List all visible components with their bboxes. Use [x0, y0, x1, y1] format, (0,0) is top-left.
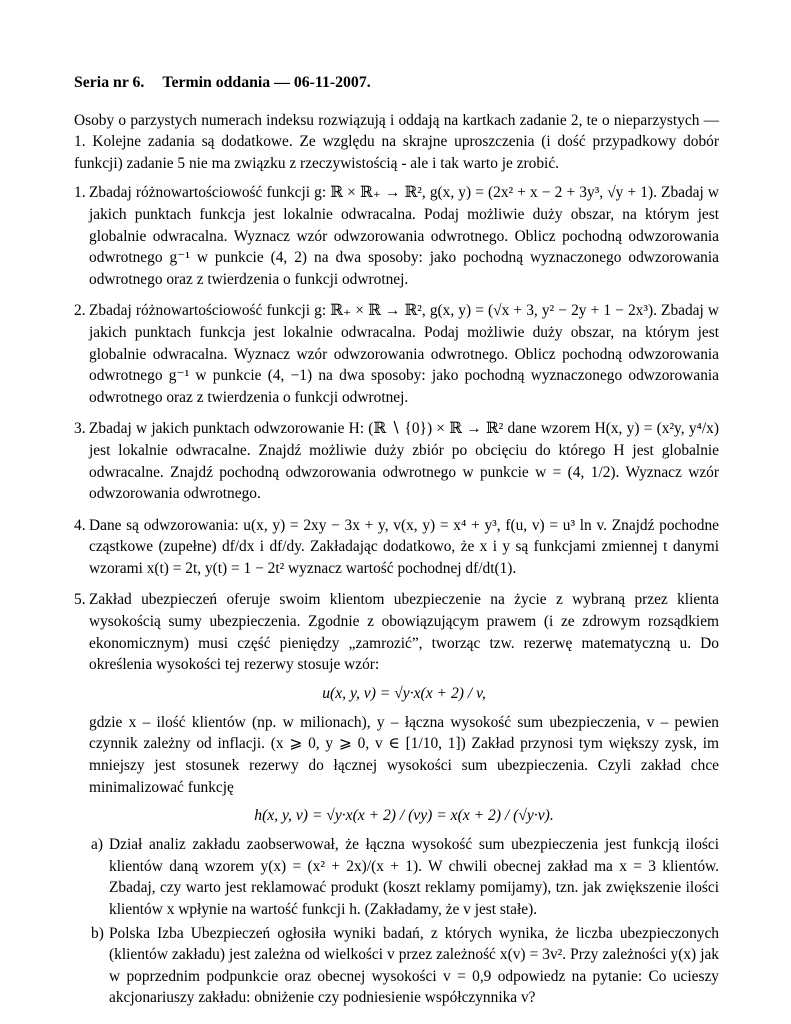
series-label: Seria nr 6. — [74, 74, 145, 91]
task-item — [74, 515, 719, 580]
task5-text-b: gdzie x – ilość klientów (np. w milionach), y – łączna wysokość sum ubezpieczenia, v – pewien czynnik zależny od inflacji. (x ⩾ 0, y ⩾ 0, v ∈ [1/10, 1]) Zakład przynosi tym większy zysk, im mniejszy jest stosunek rezerwy do łącznej wysokości sum ubezpieczenia. Czyli zakład chce minimalizować funkcję — [89, 713, 719, 796]
formula-u: u(x, y, v) = √y·x(x + 2) / v, — [322, 684, 486, 702]
task-text: Dane są odwzorowania: u(x, y) = 2xy − 3x + y, v(x, y) = x⁴ + y³, f(u, v) = u³ ln v. Znajdź pochodne cząstkowe (zupełne) df/dx i df/dy. Zakładając dodatkowo, że x i y są funkcjami zmiennej t danymi wzorami x(t) = 2t, y(t) = 1 − 2t² wyznacz wartość pochodnej df/dt(1). — [89, 516, 719, 577]
task-item — [74, 418, 719, 504]
task-text: Zbadaj różnowartościowość funkcji g: ℝ × ℝ₊ → ℝ², g(x, y) = (2x² + x − 2 + 3y³, √y + 1). Zbadaj w jakich punktach funkcja jest lokalnie odwracalna. Podaj możliwie duży obszar, na którym jest globalnie odwracalna. Wyznacz wzór odwzorowania odwrotnego. Oblicz pochodną odwzorowania odwrotnego g⁻¹ w punkcie (4, 2) na dwa sposoby: jako pochodną wyznaczonego odwzorowania odwrotnego oraz z twierdzenia o funkcji odwrotnej. — [89, 184, 719, 288]
task5-text-a: Zakład ubezpieczeń oferuje swoim klientom ubezpieczenie na życie z wybraną przez klienta wysokością sumy ubezpieczenia. Zgodnie z obowiązującym prawem (i ze zdrowym rozsądkiem ekonomicznym) musi część pieniędzy „zamrozić”, tworząc tzw. rezerwę matematyczną u. Do określenia wysokości tej rezerwy stosuje wzór: — [89, 591, 719, 674]
page-header — [74, 72, 719, 94]
task-number: 3. — [74, 420, 86, 438]
formula-h: h(x, y, v) = √y·x(x + 2) / (vy) = x(x + 2) / (√y·v). — [254, 807, 554, 825]
task-number: 5. — [74, 591, 86, 609]
task-item-5 — [74, 589, 719, 1009]
task-item — [74, 182, 719, 290]
task-text: Zbadaj w jakich punktach odwzorowanie H: (ℝ ∖ {0}) × ℝ → ℝ² dane wzorem H(x, y) = (x²y, y⁴/x) jest lokalnie odwracalne. Znajdź możliwie duży zbiór po obcięciu do którego H jest globalnie odwracalne. Znajdź pochodną odwzorowania odwrotnego w punkcie w = (4, 1/2). Wyznacz wzór odwzorowania odwrotnego. — [89, 420, 719, 503]
subtask-label: b) — [91, 924, 104, 942]
task-number: 1. — [74, 184, 86, 202]
task-item — [74, 300, 719, 408]
subtask-item — [89, 834, 719, 920]
document-page — [74, 72, 719, 1019]
deadline-label: Termin oddania — 06-11-2007. — [162, 74, 371, 91]
task-number: 2. — [74, 302, 86, 320]
task-number: 4. — [74, 516, 86, 534]
intro-paragraph: Osoby o parzystych numerach indeksu rozwiązują i oddają na kartkach zadanie 2, te o nieparzystych — 1. Kolejne zadania są dodatkowe. Ze względu na skrajne uproszczenia (i dość przypadkowy dobór funkcji) zadanie 5 nie ma związku z rzeczywistością - ale i tak warto je zrobić. — [74, 111, 719, 172]
subtask-item — [89, 923, 719, 1009]
subtask-text: Dział analiz zakładu zaobserwował, że łączna wysokość sum ubezpieczenia jest funkcją ilości klientów daną wzorem y(x) = (x² + 2x)/(x + 1). W chwili obecnej zakład ma x = 3 klientów. Zbadaj, czy warto jest reklamować produkt (koszt reklamy pomijamy), tzn. jak zwiększenie ilości klientów x wpłynie na wartość funkcji h. (Zakładamy, że v jest stałe). — [109, 836, 719, 918]
task-text: Zbadaj różnowartościowość funkcji g: ℝ₊ × ℝ → ℝ², g(x, y) = (√x + 3, y² − 2y + 1 − 2x³). Zbadaj w jakich punktach funkcja jest lokalnie odwracalna. Podaj możliwie duży obszar, na którym jest globalnie odwracalna. Wyznacz wzór odwzorowania odwrotnego. Oblicz pochodną odwzorowania odwrotnego g⁻¹ w punkcie (4, −1) na dwa sposoby: jako pochodną wyznaczonego odwzorowania odwrotnego oraz z twierdzenia o funkcji odwrotnej. — [89, 302, 719, 406]
task-list — [74, 182, 719, 1009]
subtask-text: Polska Izba Ubezpieczeń ogłosiła wyniki badań, z których wynika, że liczba ubezpieczonych (klientów zakładu) jest zależna od wielkości v przez zależność x(v) = 3v². Przy zależności y(x) jak w poprzednim podpunkcie oraz obecnej wysokości v = 0,9 odpowiedz na pytanie: Co ucieszy akcjonariuszy zakładu: obniżenie czy podniesienie współczynnika v? — [109, 924, 719, 1007]
subtask-list — [89, 834, 719, 1009]
subtask-label: a) — [91, 836, 103, 854]
